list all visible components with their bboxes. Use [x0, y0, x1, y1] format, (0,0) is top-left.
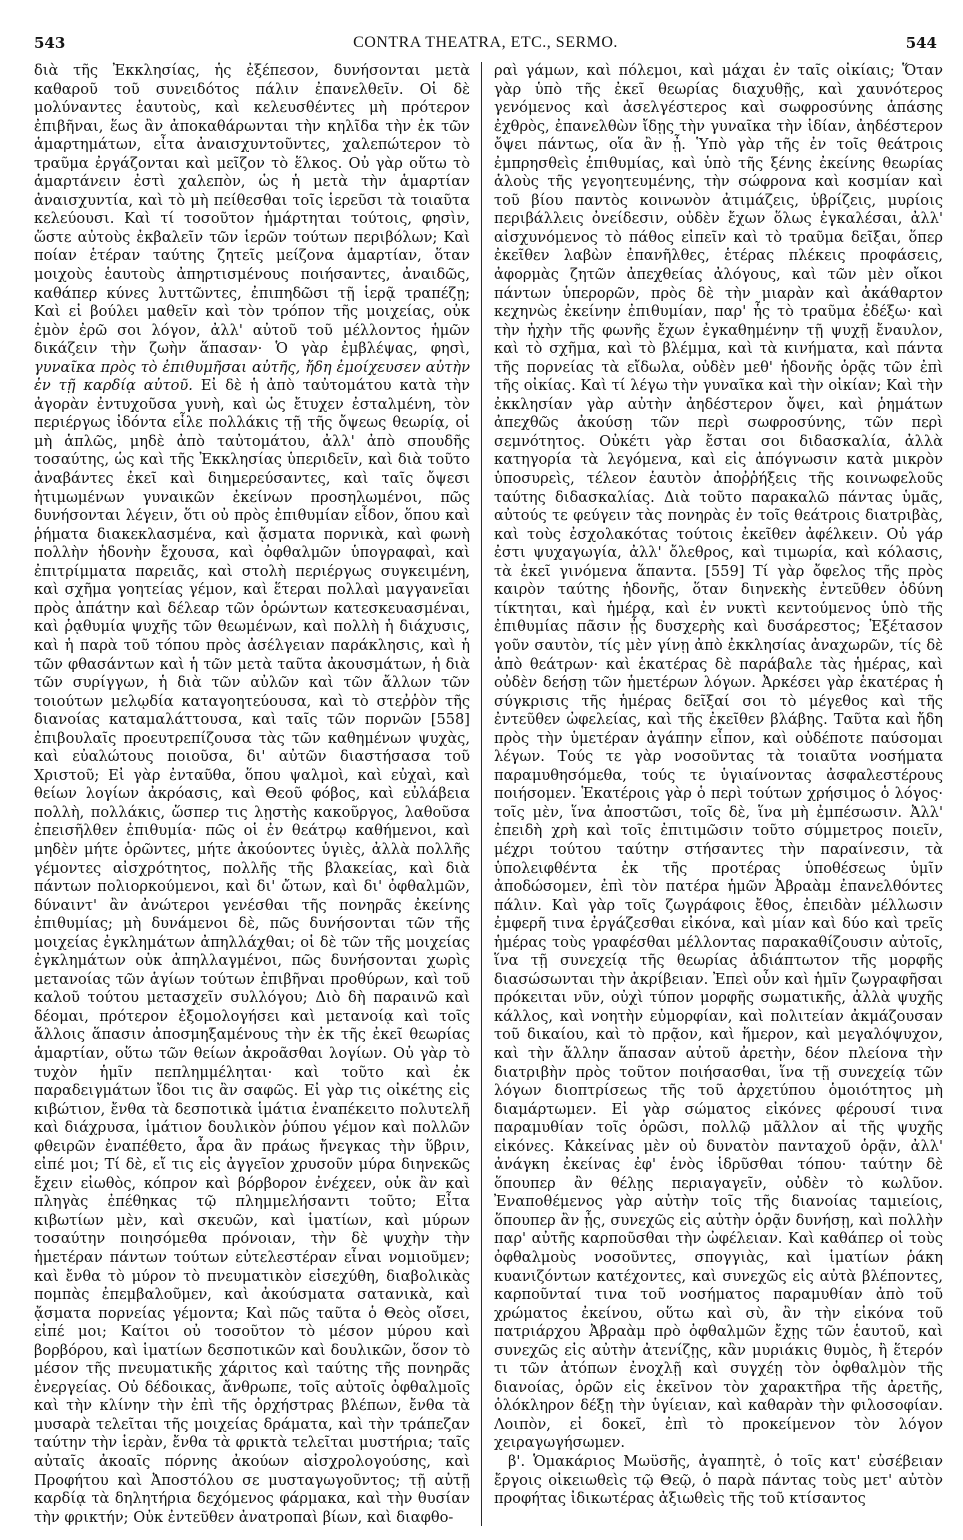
section-two-opening: β'. Ὁμακάριος Μωϋσῆς, ἀγαπητὲ, ὁ τοῖς κατ' εὐσέβειαν ἔργοις οἰκειωθεὶς τῷ Θεῷ, ὁ παρὰ πάντας τοὺς μετ' αὐτὸν προφήτας ἰδικωτέρας ἀξιωθεὶς τῆς τοῦ κτίσαντος — [494, 1453, 943, 1508]
page-header — [28, 34, 943, 56]
left-column-text-block — [34, 62, 470, 1526]
left-text-part-2: Εἰ δὲ ἡ ἀπὸ ταὐτομάτου κατὰ τὴν ἀγορὰν ἐντυχοῦσα γυνὴ, καὶ ὡς ἔτυχεν ἐσταλμένη, τὸν περιέργως ἰδόντα εἷλε πολλάκις τῇ τῆς ὄψεως θεωρίᾳ, οἱ μὴ ἁπλῶς, μηδὲ ἀπὸ ταὐτομάτου, ἀλλ' ἀπὸ σπουδῆς τοσαύτης, ὡς καὶ τῆς Ἐκκλησίας ὑπεριδεῖν, καὶ διὰ τοῦτο ἀναβάντες ἐκεῖ καὶ διημερεύσαντες, καὶ ταῖς ὄψεσι ἠτιμωμένων γυναικῶν ἐκείνων προσηλωμένοι, πῶς δυνήσονται λέγειν, ὅτι οὐ πρὸς ἐπιθυμίαν εἶδον, ὅπου καὶ ῥήματα διακεκλασμένα, καὶ ᾄσματα πορνικὰ, καὶ φωνὴ πολλὴν ἡδονὴν ἔχουσα, καὶ ὀφθαλμῶν ὑπογραφαὶ, καὶ ἐπιτρίμματα παρειᾶς, καὶ στολὴ περιέργως συγκειμένη, καὶ σχῆμα γοητείας γέμον, καὶ ἕτεραι πολλαὶ μαγγανεῖαι πρὸς ἀπάτην καὶ δέλεαρ τῶν ὁρώντων κατεσκευασμέναι, καὶ ῥᾳθυμία ψυχῆς τῶν θεωμένων, καὶ πολλὴ ἡ διάχυσις, καὶ ἡ παρὰ τοῦ τόπου πρὸς ἀσέλγειαν παράκλησις, καὶ ἡ τῶν φθασάντων καὶ ἡ τῶν μετὰ ταῦτα ἀκουσμάτων, ἡ διὰ τῶν συρίγγων, ἡ διὰ τῶν αὐλῶν καὶ τῶν ἄλλων τῶν τοιούτων μελῳδία καταγοητεύουσα, καὶ τὸ στεῤῥὸν τῆς διανοίας καταμαλάττουσα, καὶ ταῖς τῶν πορνῶν [558] ἐπιβουλαῖς προευτρεπίζουσα τὰς τῶν καθημένων ψυχὰς, καὶ εὐαλώτους ποιοῦσα, δι' αὐτῶν διαστήσασα τοῦ Χριστοῦ; Εἰ γὰρ ἐνταῦθα, ὅπου ψαλμοὶ, καὶ εὐχαὶ, καὶ θείων λογίων ἀκρόασις, καὶ Θεοῦ φόβος, καὶ εὐλάβεια πολλὴ, πολλάκις, ὥσπερ τις λῃστὴς κακοῦργος, λαθοῦσα ἐπεισῆλθεν ἐπιθυμία· πῶς οἱ ἐν θεάτρῳ καθήμενοι, καὶ μηδὲν μήτε ὁρῶντες, μήτε ἀκούοντες ὑγιὲς, ἀλλὰ πολλῆς γέμοντες αἰσχρότητος, πολλῆς τῆς βλακείας, καὶ διὰ πάντων πολιορκούμενοι, καὶ δι' ὤτων, καὶ δι' ὀφθαλμῶν, δύναιντ' ἂν ἀνώτεροι γενέσθαι τῆς πονηρᾶς ἐκείνης ἐπιθυμίας; μὴ δυνάμενοι δὲ, πῶς δυνήσονται τῶν τῆς μοιχείας ἐγκλημάτων ἀπηλλάχθαι; οἱ δὲ τῶν τῆς μοιχείας ἐγκλημάτων οὐκ ἀπηλλαγμένοι, πῶς δυνήσονται χωρὶς μετανοίας τῶν ἁγίων τούτων ἐπιβῆναι προθύρων, καὶ τοῦ καλοῦ τούτου μετασχεῖν συλλόγου; Διὸ δὴ παραινῶ καὶ δέομαι, πρότερον ἐξομολογήσει καὶ μετανοίᾳ καὶ τοῖς ἄλλοις ἅπασιν ἀποσμηξαμένους τὴν ἐκ τῆς ἐκεῖ θεωρίας ἁμαρτίαν, οὕτω τῶν θείων ἀκροᾶσθαι λογίων. Οὐ γὰρ τὸ τυχὸν ἡμῖν πεπλημμέληται· καὶ τοῦτο καὶ ἐκ παραδειγμάτων ἴδοι τις ἂν σαφῶς. Εἰ γὰρ τις οἰκέτης εἰς κιβώτιον, ἔνθα τὰ δεσποτικὰ ἱμάτια ἐναπέκειτο πολυτελῆ καὶ διάχρυσα, ἱμάτιον δουλικὸν ῥύπου γέμον καὶ πολλῶν φθειρῶν ἐναπέθετο, ἆρα ἂν πράως ἤνεγκας τὴν ὕβριν, εἰπέ μοι; Τί δὲ, εἴ τις εἰς ἀγγεῖον χρυσοῦν μύρα διηνεκῶς ἔχειν εἰωθὸς, κόπρον καὶ βόρβορον ἐνέχεεν, οὐκ ἂν καὶ πληγὰς ἐπέθηκας τῷ πλημμελήσαντι τοῦτο; Εἶτα κιβωτίων μὲν, καὶ σκευῶν, καὶ ἱματίων, καὶ μύρων τοσαύτην ποιησόμεθα πρόνοιαν, τὴν δὲ ψυχὴν τὴν ἡμετέραν πάντων τούτων εὐτελεστέραν εἶναι νομιοῦμεν; καὶ ἔνθα τὸ μύρον τὸ πνευματικὸν εἰσεχύθη, διαβολικὰς πομπὰς ἐπεμβαλοῦμεν, καὶ ἀκούσματα σατανικὰ, καὶ ᾄσματα πορνείας γέμοντα; Καὶ πῶς ταῦτα ὁ Θεὸς οἴσει, εἰπέ μοι; Καίτοι οὐ τοσοῦτον τὸ μέσον μύρου καὶ βορβόρου, καὶ ἱματίων δεσποτικῶν καὶ δουλικῶν, ὅσον τὸ μέσον τῆς πνευματικῆς χάριτος καὶ ταύτης τῆς πονηρᾶς ἐνεργείας. Οὐ δέδοικας, ἄνθρωπε, τοῖς αὐτοῖς ὀφθαλμοῖς καὶ τὴν κλίνην τὴν ἐπὶ τῆς ὀρχήστρας βλέπων, ἔνθα τὰ μυσαρὰ τελεῖται τῆς μοιχείας δράματα, καὶ τὴν τράπεζαν ταύτην τὴν ἱερὰν, ἔνθα τὰ φρικτὰ τελεῖται μυστήρια; ταῖς αὐταῖς ἀκοαῖς πόρνης ἀκούων αἰσχρολογούσης, καὶ Προφήτου καὶ Ἀποστόλου σε μυσταγωγοῦντος; τῇ αὐτῇ καρδίᾳ τὰ δηλητήρια δεχόμενος φάρμακα, καὶ τὴν θυσίαν τὴν φρικτήν; Οὐκ ἐντεῦθεν ἀνατροπαὶ βίων, καὶ διαφθο- — [34, 377, 470, 1526]
left-text-part-1: διὰ τῆς Ἐκκλησίας, ἧς ἐξέπεσον, δυνήσονται μετὰ καθαροῦ τοῦ συνειδότος πάλιν ἐπανελθεῖν. Οἱ δὲ μολύναντες ἑαυτοὺς, καὶ κελευσθέντες μὴ πρότερον ἐπιβῆναι, ἕως ἂν ἀποκαθάρωνται τὴν κηλῖδα τὴν ἐκ τῶν ἁμαρτημάτων, εἶτα ἀναισχυντοῦντες, χαλεπώτερον τὸ τραῦμα ἐργάζονται καὶ μεῖζον τὸ ἕλκος. Οὐ γὰρ οὕτω τὸ ἁμαρτάνειν ἐστὶ χαλεπὸν, ὡς ἡ μετὰ τὴν ἁμαρτίαν ἀναισχυντία, καὶ τὸ μὴ πείθεσθαι τοῖς ἱερεῦσι τὰ τοιαῦτα κελεύουσι. Καὶ τί τοσοῦτον ἡμάρτηται τούτοις, φησὶν, ὥστε αὐτοὺς ἐκβαλεῖν τῶν ἱερῶν τούτων περιβόλων; Καὶ ποίαν ἑτέραν ταύτης ζητεῖς μείζονα ἁμαρτίαν, ὅταν μοιχοὺς ἑαυτοὺς ἀπηρτισμένους ποιήσαντες, ἀναιδῶς, καθάπερ κύνες λυττῶντες, ἐπιπηδῶσι τῇ ἱερᾷ τραπέζῃ; Καὶ εἰ βούλει μαθεῖν καὶ τὸν τρόπον τῆς μοιχείας, οὐκ ἐμὸν ἐρῶ σοι λόγον, ἀλλ' αὐτοῦ τοῦ μέλλοντος ἡμῶν δικάζειν τὴν ζωὴν ἅπασαν· Ὁ γὰρ ἐμβλέψας, φησὶ, — [34, 62, 470, 358]
right-column-text-block: ραὶ γάμων, καὶ πόλεμοι, καὶ μάχαι ἐν ταῖς οἰκίαις; Ὅταν γὰρ ὑπὸ τῆς ἐκεῖ θεωρίας διαχυθῇς, καὶ χαυνότερος γενόμενος καὶ ἀσελγέστερος καὶ σωφροσύνης ἁπάσης ἐχθρὸς, ἐπανελθὼν ἴδῃς τὴν γυναῖκα τὴν ἰδίαν, ἀηδέστερον ὄψει πάντως, οἵα ἂν ᾖ. Ὑπὸ γὰρ τῆς ἐν τοῖς θεάτροις ἐμπρησθεὶς ἐπιθυμίας, καὶ ὑπὸ τῆς ξένης ἐκείνης θεωρίας ἁλοὺς τῆς γεγοητευμένης, τὴν σώφρονα καὶ κοσμίαν καὶ τοῦ βίου παντὸς κοινωνὸν ἀτιμάζεις, ὑβρίζεις, μυρίοις περιβάλλεις ὀνείδεσιν, οὐδὲν ἔχων ὅλως ἐγκαλέσαι, ἀλλ' αἰσχυνόμενος τὸ πάθος εἰπεῖν καὶ τὸ τραῦμα δεῖξαι, ὅπερ ἐκεῖθεν λαβὼν ἐπανῆλθες, ἑτέρας πλέκεις προφάσεις, ἀφορμὰς ζητῶν ἀπεχθείας ἀλόγους, καὶ τῶν μὲν οἴκοι πάντων ὑπερορῶν, πρὸς δὲ τὴν μιαρὰν καὶ ἀκάθαρτον κεχηνὼς ἐκείνην ἐπιθυμίαν, παρ' ἧς τὸ τραῦμα ἐδέξω· καὶ τὴν ἠχὴν τῆς φωνῆς ἔχων ἐγκαθημένην τῇ ψυχῇ ἔναυλον, καὶ τὸ σχῆμα, καὶ τὸ βλέμμα, καὶ τὰ κινήματα, καὶ πάντα τῆς πορνείας τὰ εἴδωλα, οὐδὲν μεθ' ἡδονῆς ὁρᾷς τῶν ἐπὶ τῆς οἰκίας. Καὶ τί λέγω τὴν γυναῖκα καὶ τὴν οἰκίαν; Καὶ τὴν ἐκκλησίαν γὰρ αὐτὴν ἀηδέστερον ὄψει, καὶ ῥημάτων ἀπεχθῶς ἀκούσῃ τῶν περὶ σωφροσύνης, τῶν περὶ σεμνότητος. Οὐκέτι γὰρ ἔσται σοι διδασκαλία, ἀλλὰ κατηγορία τὰ λεγόμενα, καὶ εἰς ἀπόγνωσιν κατὰ μικρὸν ὑποσυρεὶς, τέλεον ἑαυτὸν ἀποῤῥήξεις τῆς κοινωφελοῦς ταύτης διδασκαλίας. Διὰ τοῦτο παρακαλῶ πάντας ὑμᾶς, αὐτούς τε φεύγειν τὰς πονηρὰς ἐν τοῖς θεάτροις διατριβὰς, καὶ τοὺς ἐσχολακότας τούτοις ἐκεῖθεν ἀφέλκειν. Οὐ γάρ ἐστι ψυχαγωγία, ἀλλ' ὄλεθρος, καὶ τιμωρία, καὶ κόλασις, τὰ ἐκεῖ γινόμενα ἅπαντα. [559] Τί γὰρ ὄφελος τῆς πρὸς καιρὸν ταύτης ἡδονῆς, ὅταν διηνεκὴς ἐντεῦθεν ὀδύνη τίκτηται, καὶ ἡμέρᾳ, καὶ ἐν νυκτὶ κεντούμενος ὑπὸ τῆς ἐπιθυμίας πᾶσιν ᾖς δυσχερὴς καὶ δυσάρεστος; Ἐξέτασον γοῦν σαυτὸν, τίς μὲν γίνῃ ἀπὸ ἐκκλησίας ἀναχωρῶν, τίς δὲ ἀπὸ θεάτρων· καὶ ἑκατέρας δὲ παράβαλε τὰς ἡμέρας, καὶ οὐδὲν δεήσῃ τῶν ἡμετέρων λόγων. Ἀρκέσει γὰρ ἑκατέρας ἡ σύγκρισις τῆς ἡμέρας δεῖξαί σοι τὸ μέγεθος καὶ τῆς ἐντεῦθεν ὠφελείας, καὶ τῆς ἐκεῖθεν βλάβης. Ταῦτα καὶ ἤδη πρὸς τὴν ὑμετέραν ἀγάπην εἶπον, καὶ οὐδέποτε παύσομαι λέγων. Τούς τε γὰρ νοσοῦντας τὰ τοιαῦτα νοσήματα παραμυθησόμεθα, τούς τε ὑγιαίνοντας ἀσφαλεστέρους ποιήσομεν. Ἑκατέροις γὰρ ὁ περὶ τούτων χρήσιμος ὁ λόγος· τοῖς μὲν, ἵνα ἀποστῶσι, τοῖς δὲ, ἵνα μὴ ἐμπέσωσιν. Ἀλλ' ἐπειδὴ χρὴ καὶ τοῖς ἐπιτιμῶσιν τοῦτο σύμμετρος ποιεῖν, μέχρι τούτου ταύτην στήσαντες τὴν παραίνεσιν, τὰ ὑπολειφθέντα ἐκ τῆς προτέρας ὑποθέσεως ὑμῖν ἀποδώσομεν, ἐπὶ τὸν πατέρα ἡμῶν Ἀβραὰμ ἐπανελθόντες πάλιν. Καὶ γὰρ τοῖς ζωγράφοις ἔθος, ἐπειδὰν μέλλωσιν ἐμφερῆ τινα ἐργάζεσθαι εἰκόνα, καὶ μίαν καὶ δύο καὶ τρεῖς ἡμέρας τοὺς γραφέσθαι μέλλοντας παρακαθίζουσιν αὐτοῖς, ἵνα τῇ συνεχείᾳ τῆς θεωρίας ἀδιάπτωτον τῆς μορφῆς διασώσωνται τὴν ἀκρίβειαν. Ἐπεὶ οὖν καὶ ἡμῖν ζωγραφῆσαι πρόκειται νῦν, οὐχὶ τύπον μορφῆς σωματικῆς, ἀλλὰ ψυχῆς κάλλος, καὶ νοητὴν εὐμορφίαν, καὶ πολιτείαν ἀκμάζουσαν τοῦ δικαίου, καὶ τὸ πρᾷον, καὶ ἥμερον, καὶ μεγαλόψυχον, καὶ τὴν ἄλλην ἅπασαν αὐτοῦ ἀρετὴν, δέον πλείονα τὴν διατριβὴν πρὸς τοῦτον ποιήσασθαι, ἵνα τῇ συνεχείᾳ τῶν λόγων διοπτρίσεως τῆς τοῦ ἀρχετύπου ὁμοιότητος μὴ διαμάρτωμεν. Εἰ γὰρ σώματος εἰκόνες φέρουσί τινα παραμυθίαν τοῖς ὁρῶσι, πολλῷ μᾶλλον αἱ τῆς ψυχῆς εἰκόνες. Κἀκείνας μὲν οὐ δυνατὸν πανταχοῦ ὁρᾷν, ἀλλ' ἀνάγκη ἐκείνας ἐφ' ἑνὸς ἱδρῦσθαι τόπου· ταύτην δὲ ὅπουπερ ἂν θέλῃς περιαγαγεῖν, οὐδὲν τὸ κωλῦον. Ἐναποθέμενος γὰρ αὐτὴν τοῖς τῆς διανοίας ταμιείοις, ὅπουπερ ἂν ᾖς, συνεχῶς εἰς αὐτὴν ὁρᾷν δυνήσῃ, καὶ πολλὴν παρ' αὐτῆς καρποῦσθαι τὴν ὠφέλειαν. Καὶ καθάπερ οἱ τοὺς ὀφθαλμοὺς νοσοῦντες, σπογγιὰς, καὶ ἱματίων ῥάκη κυανιζόντων κατέχοντες, καὶ συνεχῶς εἰς αὐτὰ βλέποντες, καρποῦνταί τινα τοῦ νοσήματος παραμυθίαν ἀπὸ τοῦ χρώματος ἐκείνου, οὕτω καὶ σὺ, ἂν τὴν εἰκόνα τοῦ πατριάρχου Ἀβραὰμ πρὸ ὀφθαλμῶν ἔχῃς τῶν ἑαυτοῦ, καὶ συνεχῶς εἰς αὐτὴν ἀτενίζῃς, κἂν μυριάκις θυμὸς, ἢ ἕτερόν τι τῶν ἀτόπων ἐνοχλῇ καὶ συγχέῃ τὸν ὀφθαλμὸν τῆς διανοίας, ὁρῶν εἰς ἐκεῖνον τὸν χαρακτῆρα τῆς ἀρετῆς, ὁλόκληρον δέξῃ τὴν ὑγίειαν, καὶ καθαρὰν τὴν φιλοσοφίαν. Λοιπὸν, εἰ δοκεῖ, ἐπὶ τὸ προκείμενον τὸν λόγον χειραγωγήσωμεν. — [494, 62, 943, 1452]
scripture-quote: γυναῖκα πρὸς τὸ ἐπιθυμῆσαι αὐτῆς, ἤδη ἐμοίχευσεν αὐτὴν ἐν τῇ καρδίᾳ αὐτοῦ. — [34, 358, 470, 395]
running-title: CONTRA THEATRA, ETC., SERMO. — [353, 34, 618, 51]
left-column — [34, 62, 470, 1526]
column-divider — [481, 62, 482, 1526]
page-number-right: 544 — [905, 34, 937, 52]
right-column — [494, 62, 943, 1526]
text-columns — [34, 62, 943, 1526]
page-number-left: 543 — [34, 34, 66, 52]
